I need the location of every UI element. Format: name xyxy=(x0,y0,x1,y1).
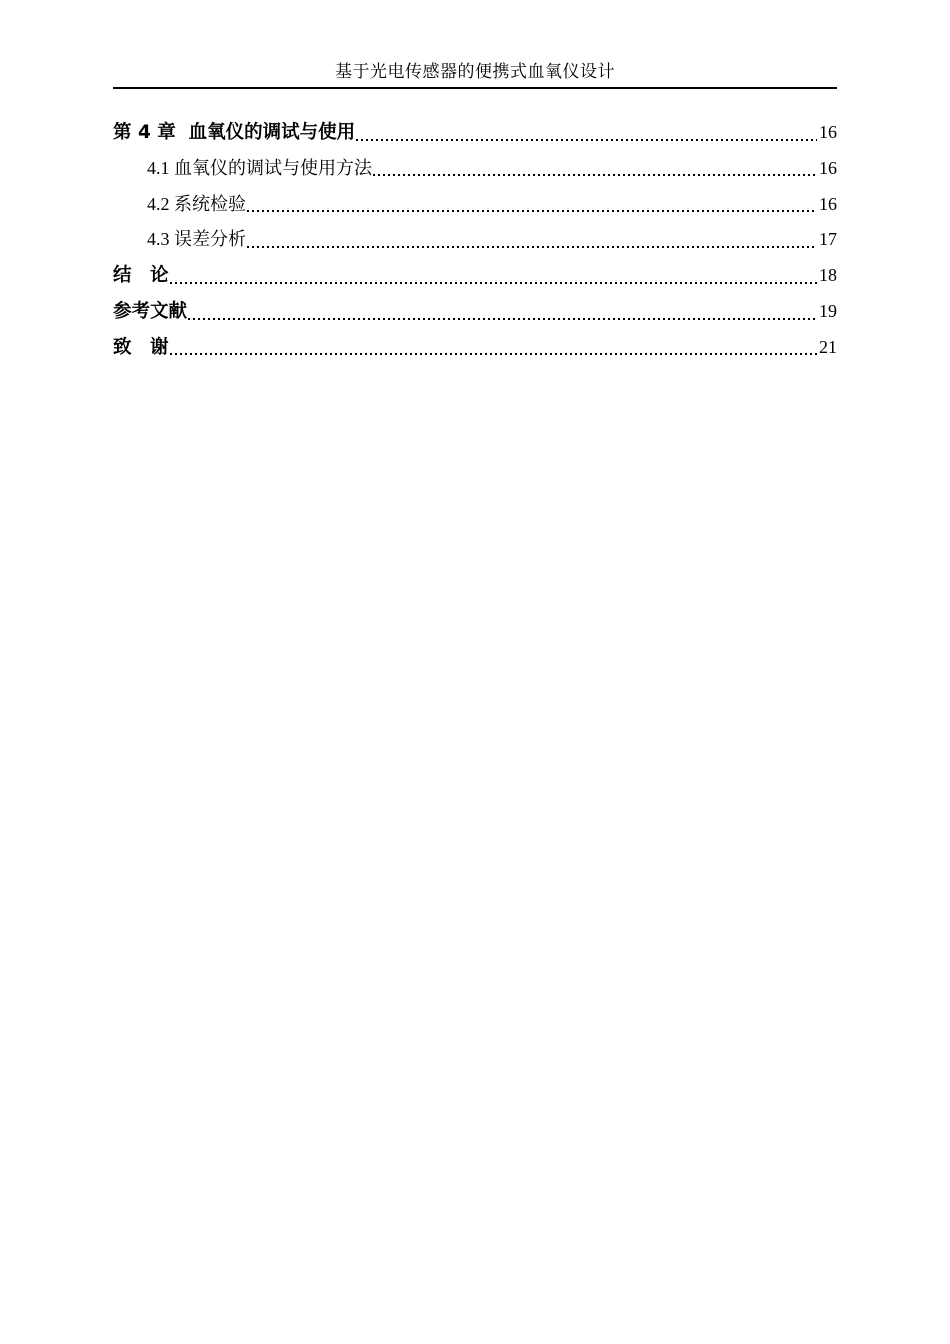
toc-dot-leader xyxy=(356,115,817,151)
toc-dot-leader xyxy=(373,151,817,187)
toc-page-number: 16 xyxy=(819,193,837,214)
running-header-title: 基于光电传感器的便携式血氧仪设计 xyxy=(335,62,615,81)
toc-dot-leader xyxy=(170,330,817,366)
toc-entry-label: 参考文献 xyxy=(113,300,188,322)
toc-entry-label: 4.1 血氧仪的调试与使用方法 xyxy=(147,157,372,178)
toc-page-number: 21 xyxy=(819,336,837,357)
toc-entry-label: 第 4 章 血氧仪的调试与使用 xyxy=(113,122,356,143)
toc-entry-6[interactable] xyxy=(113,330,837,366)
toc-entry-1[interactable] xyxy=(113,151,837,187)
toc-entry-4[interactable] xyxy=(113,258,837,294)
toc-page-number: 16 xyxy=(819,122,837,142)
toc-dot-leader xyxy=(188,294,817,330)
toc-entry-label: 致 谢 xyxy=(113,336,169,358)
toc-entry-2[interactable] xyxy=(113,187,837,223)
page-content xyxy=(113,0,837,366)
table-of-contents xyxy=(113,115,837,366)
toc-dot-leader xyxy=(247,222,817,258)
toc-entry-label: 4.2 系统检验 xyxy=(147,193,246,214)
toc-entry-label: 结 论 xyxy=(113,265,169,287)
toc-page-number: 19 xyxy=(819,300,837,321)
toc-entry-0[interactable] xyxy=(113,115,837,151)
toc-page-number: 16 xyxy=(819,157,837,178)
toc-entry-label: 4.3 误差分析 xyxy=(147,229,246,250)
toc-page-number: 17 xyxy=(819,229,837,250)
toc-entry-3[interactable] xyxy=(113,222,837,258)
toc-dot-leader xyxy=(170,258,817,294)
toc-entry-5[interactable] xyxy=(113,294,837,330)
running-header xyxy=(113,0,837,89)
toc-dot-leader xyxy=(247,187,817,223)
toc-page-number: 18 xyxy=(819,265,837,286)
